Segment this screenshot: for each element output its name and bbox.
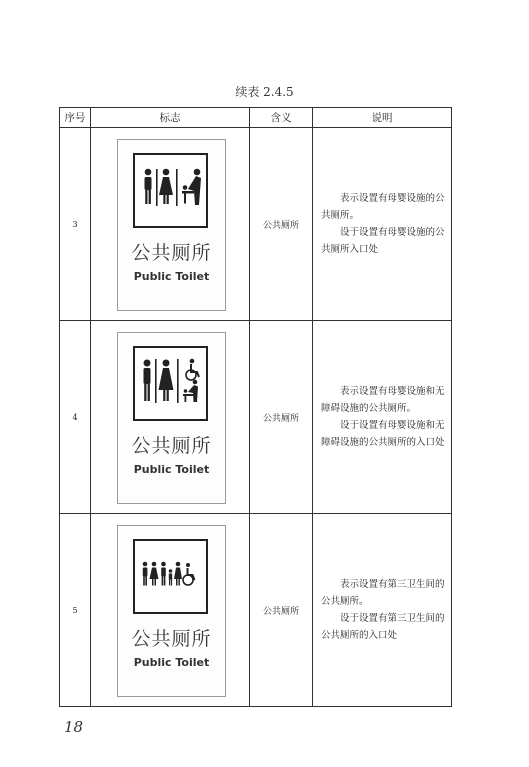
public-toilet-sign xyxy=(117,139,226,311)
sign-chinese-text: 公共厕所 xyxy=(131,628,212,650)
header-meaning: 含义 xyxy=(250,108,313,128)
sign-chinese-text: 公共厕所 xyxy=(131,242,212,264)
header-description: 说明 xyxy=(313,108,452,128)
table-caption: 续表 2.4.5 xyxy=(235,85,294,99)
table-row xyxy=(60,514,452,707)
sign-english-text: Public Toilet xyxy=(133,270,210,283)
sign-table xyxy=(59,107,452,707)
table-row xyxy=(60,321,452,514)
row-meaning: 公共厕所 xyxy=(250,514,313,707)
row-meaning: 公共厕所 xyxy=(250,128,313,321)
description-paragraph: 设于设置有母婴设施和无障碍设施的公共厕所的入口处 xyxy=(321,420,445,448)
row-index: 4 xyxy=(60,321,91,514)
row-index: 3 xyxy=(60,128,91,321)
description-paragraph: 表示设置有第三卫生间的公共厕所。 xyxy=(321,579,445,607)
table-header-row xyxy=(60,108,452,128)
header-sign: 标志 xyxy=(91,108,250,128)
sign-chinese-text: 公共厕所 xyxy=(131,435,212,457)
table-row xyxy=(60,128,452,321)
sign-cell xyxy=(91,321,250,514)
sign-english-text: Public Toilet xyxy=(133,656,210,669)
header-index: 序号 xyxy=(60,108,91,128)
family-toilet-icon xyxy=(133,539,208,614)
row-meaning: 公共厕所 xyxy=(250,321,313,514)
description-paragraph: 表示设置有母婴设施和无障碍设施的公共厕所。 xyxy=(321,386,445,414)
description-paragraph: 表示设置有母婴设施的公共厕所。 xyxy=(321,193,445,221)
row-description xyxy=(313,514,452,707)
row-index: 5 xyxy=(60,514,91,707)
row-description xyxy=(313,128,452,321)
toilet-baby-care-accessible-icon xyxy=(133,346,208,421)
toilet-baby-care-icon xyxy=(133,153,208,228)
description-paragraph: 设于设置有第三卫生间的公共厕所的入口处 xyxy=(321,613,445,641)
sign-english-text: Public Toilet xyxy=(133,463,210,476)
public-toilet-sign xyxy=(117,525,226,697)
public-toilet-sign xyxy=(117,332,226,504)
sign-cell xyxy=(91,128,250,321)
page-number: 18 xyxy=(64,718,84,736)
sign-cell xyxy=(91,514,250,707)
description-paragraph: 设于设置有母婴设施的公共厕所入口处 xyxy=(321,227,445,255)
row-description xyxy=(313,321,452,514)
